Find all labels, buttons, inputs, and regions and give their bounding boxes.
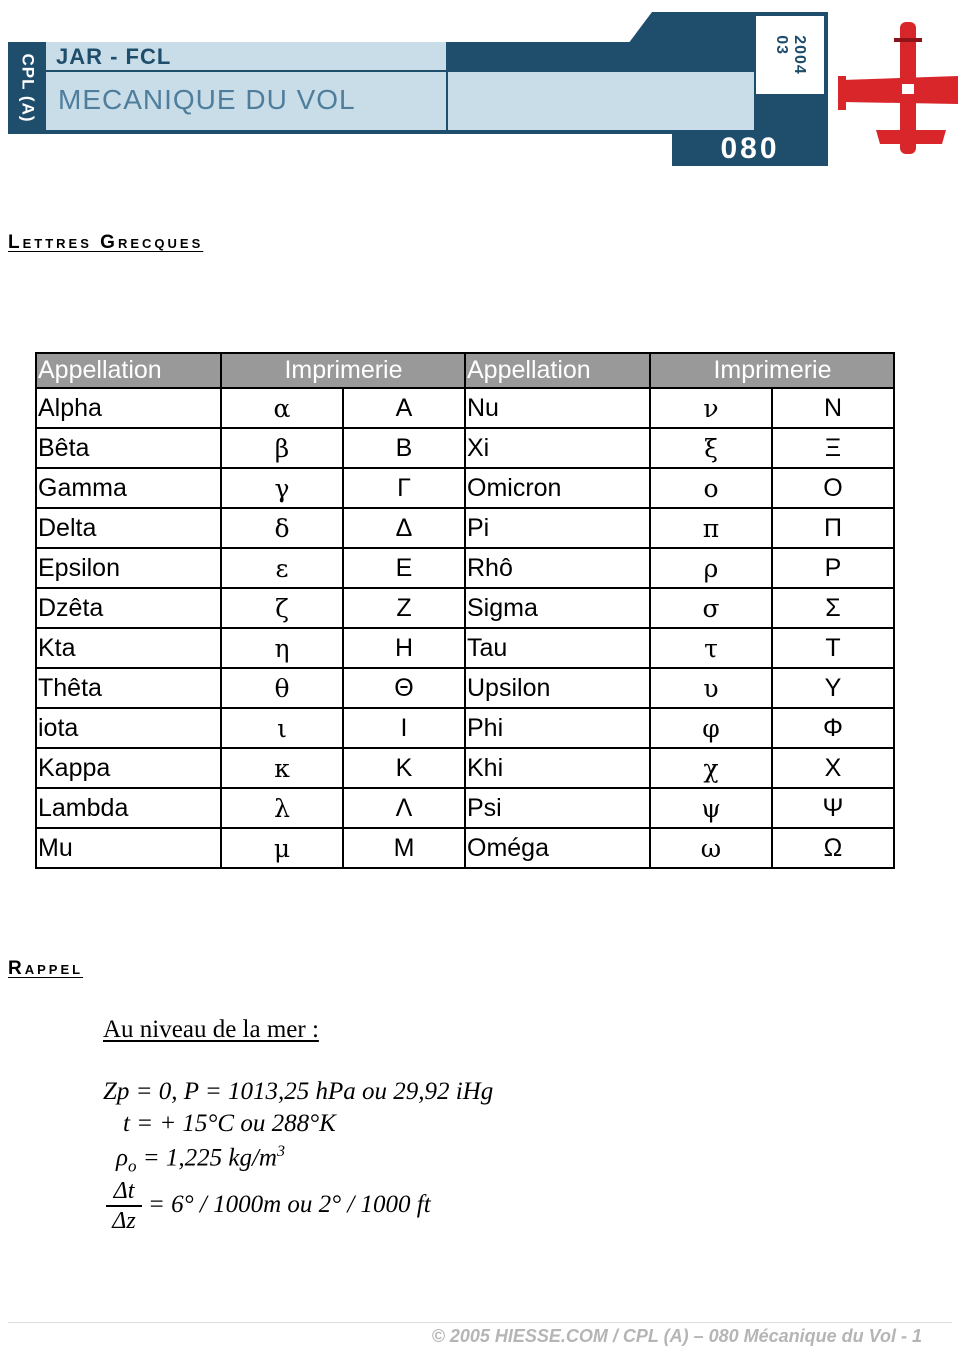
letter-name-cell: Khi bbox=[465, 748, 650, 788]
footer-text: © 2005 HIESSE.COM / CPL (A) – 080 Mécanique du Vol - 1 bbox=[431, 1326, 922, 1346]
letter-name-cell: Thêta bbox=[36, 668, 221, 708]
module-code: 080 bbox=[672, 132, 828, 166]
table-row bbox=[36, 748, 894, 788]
lowercase-cell: α bbox=[221, 388, 343, 428]
letter-name-cell: Xi bbox=[465, 428, 650, 468]
table-row bbox=[36, 668, 894, 708]
date-box bbox=[754, 14, 826, 96]
uppercase-cell: Λ bbox=[343, 788, 465, 828]
uppercase-cell: E bbox=[343, 548, 465, 588]
section-title-rappel: Rappel bbox=[8, 958, 84, 979]
uppercase-cell: Ξ bbox=[772, 428, 894, 468]
lowercase-cell: η bbox=[221, 628, 343, 668]
header-panel-right bbox=[448, 72, 754, 130]
lowercase-cell: β bbox=[221, 428, 343, 468]
uppercase-cell: Φ bbox=[772, 708, 894, 748]
table-row bbox=[36, 708, 894, 748]
letter-name-cell: Psi bbox=[465, 788, 650, 828]
letter-name-cell: Tau bbox=[465, 628, 650, 668]
lowercase-cell: ο bbox=[650, 468, 772, 508]
lowercase-cell: ν bbox=[650, 388, 772, 428]
letter-name-cell: Bêta bbox=[36, 428, 221, 468]
section-title-greek: Lettres Grecques bbox=[8, 232, 204, 253]
lowercase-cell: τ bbox=[650, 628, 772, 668]
lowercase-cell: ι bbox=[221, 708, 343, 748]
letter-name-cell: Lambda bbox=[36, 788, 221, 828]
letter-name-cell: Oméga bbox=[465, 828, 650, 868]
formula-pressure: Zp = 0, P = 1013,25 hPa ou 29,92 iHg bbox=[103, 1078, 494, 1105]
letter-name-cell: Sigma bbox=[465, 588, 650, 628]
letter-name-cell: Mu bbox=[36, 828, 221, 868]
date-year: 2004 bbox=[791, 35, 808, 75]
column-header: Appellation bbox=[465, 353, 650, 388]
uppercase-cell: K bbox=[343, 748, 465, 788]
letter-name-cell: Omicron bbox=[465, 468, 650, 508]
table-row bbox=[36, 828, 894, 868]
table-row bbox=[36, 548, 894, 588]
table-row bbox=[36, 468, 894, 508]
lowercase-cell: δ bbox=[221, 508, 343, 548]
lowercase-cell: ω bbox=[650, 828, 772, 868]
uppercase-cell: X bbox=[772, 748, 894, 788]
fraction-numerator: Δt bbox=[113, 1178, 135, 1204]
table-row bbox=[36, 388, 894, 428]
lowercase-cell: κ bbox=[221, 748, 343, 788]
letter-name-cell: Kta bbox=[36, 628, 221, 668]
uppercase-cell: Y bbox=[772, 668, 894, 708]
header-jar: JAR - FCL bbox=[56, 44, 172, 69]
letter-name-cell: Dzêta bbox=[36, 588, 221, 628]
lowercase-cell: π bbox=[650, 508, 772, 548]
lowercase-cell: ζ bbox=[221, 588, 343, 628]
lowercase-cell: μ bbox=[221, 828, 343, 868]
letter-name-cell: Rhô bbox=[465, 548, 650, 588]
fraction-denominator: Δz bbox=[112, 1208, 136, 1234]
letter-name-cell: Alpha bbox=[36, 388, 221, 428]
letter-name-cell: Gamma bbox=[36, 468, 221, 508]
uppercase-cell: B bbox=[343, 428, 465, 468]
rho-subscript: o bbox=[128, 1156, 137, 1176]
rappel-subtitle: Au niveau de la mer : bbox=[103, 1016, 319, 1043]
header-subject: MECANIQUE DU VOL bbox=[58, 84, 356, 115]
header-divider bbox=[46, 70, 754, 72]
date-month: 03 bbox=[773, 35, 790, 55]
table-row bbox=[36, 508, 894, 548]
letter-name-cell: Epsilon bbox=[36, 548, 221, 588]
side-label-box bbox=[8, 42, 46, 134]
letter-name-cell: Nu bbox=[465, 388, 650, 428]
lowercase-cell: λ bbox=[221, 788, 343, 828]
lowercase-cell: χ bbox=[650, 748, 772, 788]
column-header: Imprimerie bbox=[650, 353, 894, 388]
column-header: Imprimerie bbox=[221, 353, 465, 388]
uppercase-cell: Σ bbox=[772, 588, 894, 628]
uppercase-cell: T bbox=[772, 628, 894, 668]
airplane-icon bbox=[836, 18, 960, 158]
uppercase-cell: I bbox=[343, 708, 465, 748]
formula-temperature: t = + 15°C ou 288°K bbox=[123, 1110, 336, 1137]
lowercase-cell: φ bbox=[650, 708, 772, 748]
uppercase-cell: N bbox=[772, 388, 894, 428]
fraction-bar bbox=[106, 1205, 142, 1207]
letter-name-cell: Upsilon bbox=[465, 668, 650, 708]
uppercase-cell: Γ bbox=[343, 468, 465, 508]
gradient-fraction bbox=[106, 1178, 142, 1234]
column-header: Appellation bbox=[36, 353, 221, 388]
letter-name-cell: Kappa bbox=[36, 748, 221, 788]
table-row bbox=[36, 628, 894, 668]
lowercase-cell: γ bbox=[221, 468, 343, 508]
lowercase-cell: ρ bbox=[650, 548, 772, 588]
formula-gradient: = 6° / 1000m ou 2° / 1000 ft bbox=[148, 1191, 431, 1218]
uppercase-cell: M bbox=[343, 828, 465, 868]
uppercase-cell: A bbox=[343, 388, 465, 428]
uppercase-cell: Θ bbox=[343, 668, 465, 708]
uppercase-cell: Ψ bbox=[772, 788, 894, 828]
table-body bbox=[36, 388, 894, 868]
letter-name-cell: Pi bbox=[465, 508, 650, 548]
lowercase-cell: ψ bbox=[650, 788, 772, 828]
uppercase-cell: H bbox=[343, 628, 465, 668]
lowercase-cell: σ bbox=[650, 588, 772, 628]
table-row bbox=[36, 588, 894, 628]
uppercase-cell: Δ bbox=[343, 508, 465, 548]
rho-symbol: ρ bbox=[116, 1144, 128, 1172]
lowercase-cell: θ bbox=[221, 668, 343, 708]
uppercase-cell: P bbox=[772, 548, 894, 588]
lowercase-cell: ξ bbox=[650, 428, 772, 468]
letter-name-cell: Delta bbox=[36, 508, 221, 548]
rho-exponent: 3 bbox=[276, 1143, 285, 1160]
page-header bbox=[0, 0, 960, 175]
letter-name-cell: iota bbox=[36, 708, 221, 748]
table-row bbox=[36, 788, 894, 828]
footer-divider bbox=[8, 1322, 952, 1323]
table-header-row bbox=[36, 353, 894, 388]
greek-letters-table bbox=[35, 352, 895, 869]
uppercase-cell: Π bbox=[772, 508, 894, 548]
table-row bbox=[36, 428, 894, 468]
uppercase-cell: Z bbox=[343, 588, 465, 628]
lowercase-cell: ε bbox=[221, 548, 343, 588]
uppercase-cell: Ω bbox=[772, 828, 894, 868]
letter-name-cell: Phi bbox=[465, 708, 650, 748]
formula-density bbox=[116, 1143, 285, 1176]
lowercase-cell: υ bbox=[650, 668, 772, 708]
side-label: CPL (A) bbox=[18, 53, 38, 123]
rho-value: = 1,225 kg/m bbox=[142, 1144, 277, 1172]
uppercase-cell: O bbox=[772, 468, 894, 508]
